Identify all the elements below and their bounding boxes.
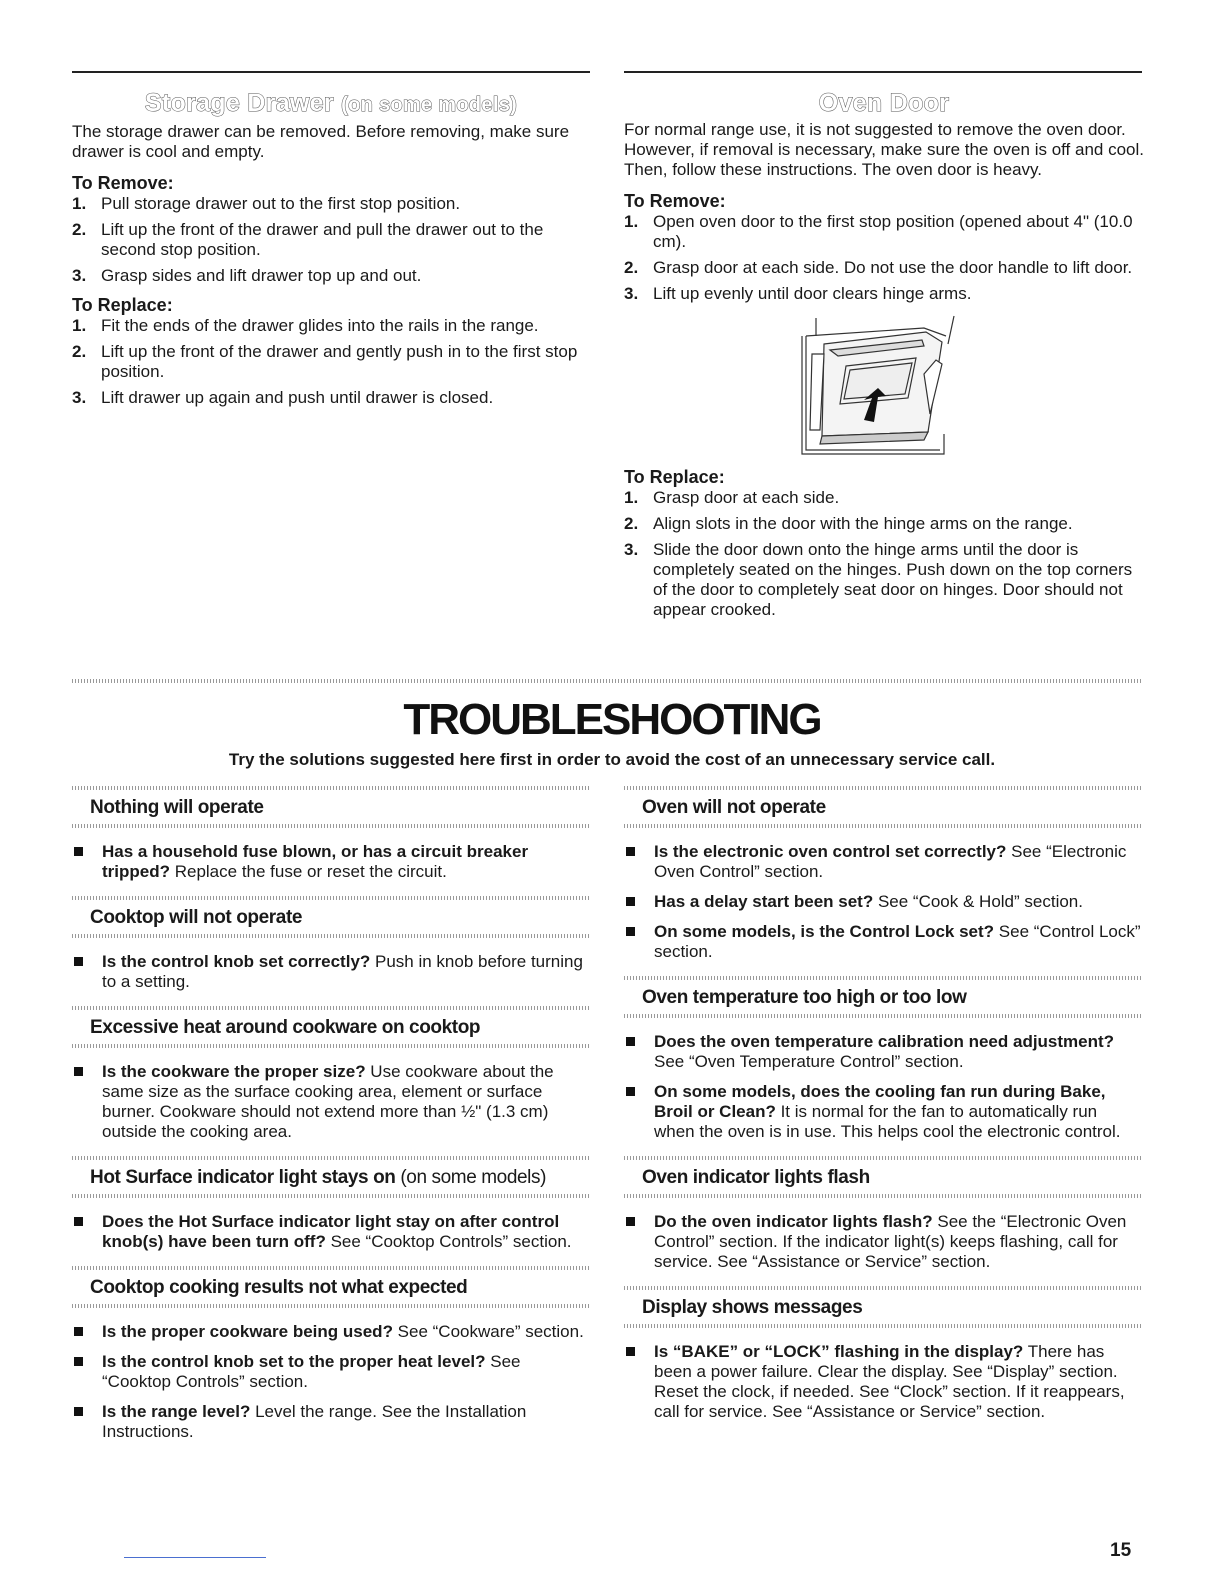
question-text: Is the range level? [102, 1402, 251, 1421]
answer-text: There has been a power failure. Clear the display. See “Display” section. Reset the clock, if needed. See “Clock” section. If it reappears, call for service. See “Assistance or Service” section. [654, 1342, 1125, 1421]
heading-text: Oven indicator lights flash [642, 1167, 870, 1188]
answer-text: See “Control Lock” section. [654, 922, 1141, 961]
troubleshooting-left-column [72, 786, 590, 1456]
troubleshooting-section [72, 1266, 590, 1442]
square-bullet-icon [626, 1217, 635, 1226]
oven-door-top-rule [624, 71, 1142, 73]
answer-text: See the “Electronic Oven Control” section. If the indicator light(s) keeps flashing, call for service. See “Assistance or Service” section. [654, 1212, 1127, 1271]
solution-item [624, 1212, 1142, 1272]
solution-list [72, 1212, 590, 1252]
answer-text: See “Electronic Oven Control” section. [654, 842, 1127, 881]
square-bullet-icon [626, 927, 635, 936]
answer-text: See “Oven Temperature Control” section. [654, 1052, 964, 1071]
step-number: 2. [624, 258, 639, 277]
heading-underline [72, 824, 590, 828]
storage-drawer-remove-heading: To Remove: [72, 173, 174, 193]
step-item [72, 194, 590, 214]
step-number: 3. [624, 540, 639, 559]
footer-link-underline [124, 1557, 266, 1558]
oven-door-title: Oven Door [818, 89, 950, 117]
oven-door-section [624, 88, 1144, 626]
troubleshooting-section [624, 786, 1142, 962]
step-number: 2. [72, 342, 87, 361]
step-text: Grasp door at each side. Do not use the door handle to lift door. [653, 258, 1133, 277]
troubleshooting-heading [72, 790, 590, 824]
solution-item [72, 1062, 590, 1142]
square-bullet-icon [74, 1357, 83, 1366]
step-number: 2. [624, 514, 639, 533]
step-text: Lift up the front of the drawer and gently push in to the first stop position. [101, 342, 578, 381]
troubleshooting-heading [624, 1160, 1142, 1194]
solution-list [624, 842, 1142, 962]
troubleshooting-heading [72, 1160, 590, 1194]
heading-underline [624, 824, 1142, 828]
question-text: Is the proper cookware being used? [102, 1322, 393, 1341]
question-text: Is the electronic oven control set correctly? [654, 842, 1007, 861]
question-text: Does the oven temperature calibration need adjustment? [654, 1032, 1115, 1051]
troubleshooting-right-column [624, 786, 1142, 1436]
solution-list [72, 1322, 590, 1442]
question-text: On some models, does the cooling fan run during Bake, Broil or Clean? [654, 1082, 1106, 1121]
heading-text: Oven temperature too high or too low [642, 987, 967, 1008]
troubleshooting-heading [624, 1290, 1142, 1324]
step-item [72, 220, 590, 260]
solution-item [624, 892, 1142, 912]
step-text: Lift up the front of the drawer and pull the drawer out to the second stop position. [101, 220, 544, 259]
answer-text: See “Cooktop Controls” section. [325, 1232, 572, 1251]
step-text: Open oven door to the first stop position (opened about 4" (10.0 cm). [653, 212, 1133, 251]
answer-text: Use cookware about the same size as the surface cooking area, element or surface burner. Cookware should not extend more than ½" (1.3 cm) outside the cooking area. [102, 1062, 554, 1141]
step-number: 1. [624, 488, 639, 507]
question-text: Has a household fuse blown, or has a circuit breaker tripped? [102, 842, 529, 881]
question-text: On some models, is the Control Lock set? [654, 922, 995, 941]
square-bullet-icon [74, 1067, 83, 1076]
solution-item [72, 1212, 590, 1252]
oven-door-replace-heading: To Replace: [624, 467, 725, 487]
step-text: Align slots in the door with the hinge arms on the range. [653, 514, 1073, 533]
square-bullet-icon [74, 957, 83, 966]
question-text: Is the control knob set to the proper heat level? [102, 1352, 486, 1371]
heading-text: Display shows messages [642, 1297, 863, 1318]
step-item [72, 388, 590, 408]
answer-text: See “Cook & Hold” section. [873, 892, 1083, 911]
storage-drawer-replace-heading: To Replace: [72, 295, 173, 315]
solution-item [72, 842, 590, 882]
oven-door-removal-diagram [624, 314, 1144, 464]
troubleshooting-section [624, 1156, 1142, 1272]
step-number: 2. [72, 220, 87, 239]
storage-drawer-remove-steps [72, 194, 590, 286]
heading-underline [72, 934, 590, 938]
step-number: 3. [624, 284, 639, 303]
oven-door-intro: For normal range use, it is not suggested to remove the oven door. However, if removal is necessary, make sure the oven is off and cool. Then, follow these instructions. The oven door is heavy. [624, 120, 1145, 179]
step-number: 1. [624, 212, 639, 231]
storage-drawer-section [72, 88, 590, 414]
troubleshooting-heading [624, 790, 1142, 824]
oven-door-replace-steps [624, 488, 1144, 620]
step-text: Fit the ends of the drawer glides into the rails in the range. [101, 316, 539, 335]
step-item [624, 514, 1144, 534]
oven-door-remove-steps [624, 212, 1144, 304]
heading-underline [624, 1194, 1142, 1198]
heading-underline [72, 1304, 590, 1308]
solution-item [624, 1032, 1142, 1072]
solution-item [72, 1322, 590, 1342]
question-text: Has a delay start been set? [654, 892, 874, 911]
page-number: 15 [1110, 1540, 1132, 1561]
question-text: Is the control knob set correctly? [102, 952, 371, 971]
square-bullet-icon [626, 1347, 635, 1356]
step-number: 1. [72, 194, 87, 213]
square-bullet-icon [626, 897, 635, 906]
troubleshooting-tagline: Try the solutions suggested here first in order to avoid the cost of an unnecessary service call. [228, 750, 996, 769]
heading-text: Excessive heat around cookware on cooktop [90, 1017, 481, 1038]
question-text: Is “BAKE” or “LOCK” flashing in the display? [654, 1342, 1024, 1361]
step-item [72, 266, 590, 286]
answer-text: It is normal for the fan to automatically run when the oven is in use. This helps cool the electronic control. [654, 1102, 1121, 1141]
step-number: 3. [72, 266, 87, 285]
troubleshooting-section [72, 786, 590, 882]
heading-text: Hot Surface indicator light stays on [90, 1167, 396, 1188]
oven-door-remove-heading: To Remove: [624, 191, 726, 211]
heading-text: Cooktop will not operate [90, 907, 303, 928]
step-number: 3. [72, 388, 87, 407]
question-text: Is the cookware the proper size? [102, 1062, 366, 1081]
step-text: Slide the door down onto the hinge arms until the door is completely seated on the hinges. Push down on the top corners of the door to completely seat door on hinges. Door should not appear crooked. [653, 540, 1133, 619]
solution-item [624, 842, 1142, 882]
storage-drawer-replace-steps [72, 316, 590, 408]
solution-list [624, 1212, 1142, 1272]
step-item [72, 316, 590, 336]
question-text: Does the Hot Surface indicator light stay on after control knob(s) have been turn off? [102, 1212, 560, 1251]
square-bullet-icon [626, 1087, 635, 1096]
step-text: Lift up evenly until door clears hinge arms. [653, 284, 972, 303]
answer-text: See “Cooktop Controls” section. [102, 1352, 521, 1391]
troubleshooting-section [72, 896, 590, 992]
solution-list [72, 1062, 590, 1142]
heading-text: Oven will not operate [642, 797, 826, 818]
solution-item [624, 922, 1142, 962]
solution-list [624, 1342, 1142, 1422]
storage-drawer-title-note: (on some models) [341, 94, 518, 116]
solution-list [72, 842, 590, 882]
square-bullet-icon [626, 1037, 635, 1046]
solution-list [624, 1032, 1142, 1142]
step-item [624, 284, 1144, 304]
heading-underline [72, 1044, 590, 1048]
step-text: Grasp sides and lift drawer top up and out. [101, 266, 422, 285]
question-text: Do the oven indicator lights flash? [654, 1212, 933, 1231]
answer-text: Push in knob before turning to a setting. [102, 952, 583, 991]
answer-text: Replace the fuse or reset the circuit. [170, 862, 447, 881]
solution-item [72, 1402, 590, 1442]
heading-note: (on some models) [395, 1167, 547, 1188]
step-item [72, 342, 590, 382]
storage-drawer-top-rule [72, 71, 590, 73]
step-item [624, 488, 1144, 508]
oven-door-illustration [624, 314, 1144, 464]
answer-text: Level the range. See the Installation Instructions. [102, 1402, 527, 1441]
troubleshooting-heading [624, 980, 1142, 1014]
solution-item [624, 1082, 1142, 1142]
step-item [624, 540, 1144, 620]
step-text: Pull storage drawer out to the first stop position. [101, 194, 461, 213]
heading-underline [624, 1324, 1142, 1328]
heading-underline [624, 1014, 1142, 1018]
solution-item [72, 1352, 590, 1392]
square-bullet-icon [626, 847, 635, 856]
troubleshooting-top-divider [72, 679, 1142, 683]
heading-text: Nothing will operate [90, 797, 264, 818]
heading-text: Cooktop cooking results not what expected [90, 1277, 468, 1298]
step-item [624, 258, 1144, 278]
square-bullet-icon [74, 1327, 83, 1336]
step-item [624, 212, 1144, 252]
solution-list [72, 952, 590, 992]
step-text: Lift drawer up again and push until drawer is closed. [101, 388, 494, 407]
troubleshooting-section [624, 976, 1142, 1142]
square-bullet-icon [74, 1217, 83, 1226]
solution-item [624, 1342, 1142, 1422]
troubleshooting-heading [72, 900, 590, 934]
square-bullet-icon [74, 1407, 83, 1416]
storage-drawer-intro: The storage drawer can be removed. Before removing, make sure drawer is cool and empty. [72, 122, 570, 161]
solution-item [72, 952, 590, 992]
troubleshooting-section [624, 1286, 1142, 1422]
troubleshooting-heading [72, 1270, 590, 1304]
troubleshooting-section [72, 1006, 590, 1142]
square-bullet-icon [74, 847, 83, 856]
storage-drawer-title: Storage Drawer (on some models) [144, 89, 518, 117]
troubleshooting-section [72, 1156, 590, 1252]
troubleshooting-title: TROUBLESHOOTING [403, 695, 821, 744]
step-number: 1. [72, 316, 87, 335]
answer-text: See “Cookware” section. [392, 1322, 584, 1341]
troubleshooting-heading [72, 1010, 590, 1044]
heading-underline [72, 1194, 590, 1198]
step-text: Grasp door at each side. [653, 488, 840, 507]
